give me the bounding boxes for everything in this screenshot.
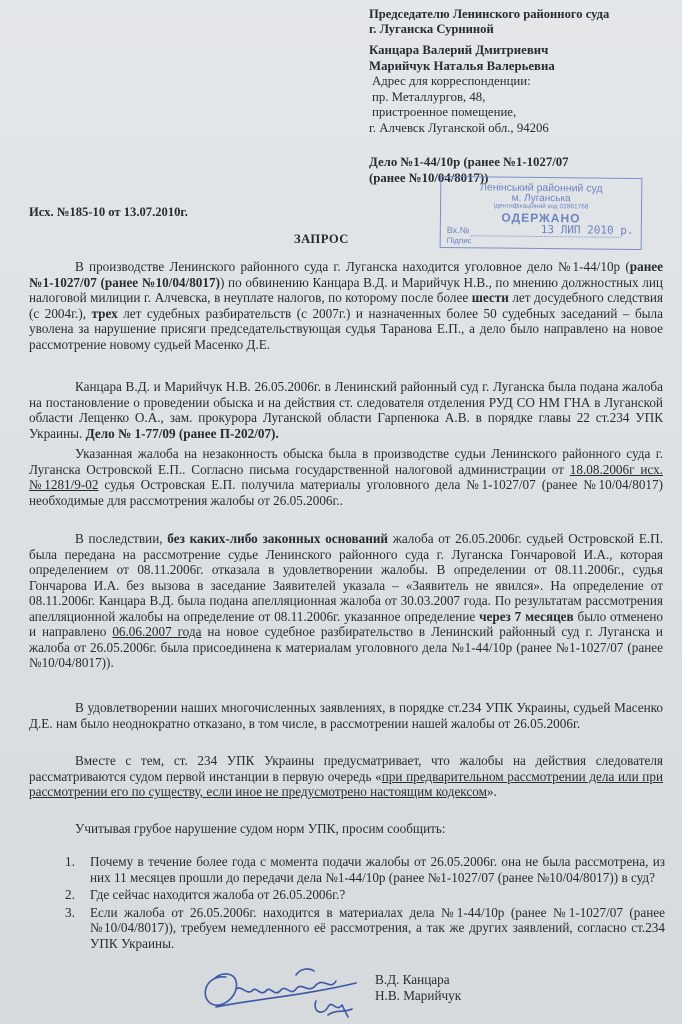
address-line-3: г. Алчевск Луганской обл., 94206 [369,120,549,135]
list-text: Почему в течение более года с момента подачи жалобы от 26.05.2006г. она не была рассмотрена, из них 11 месяцев прошли до передачи дела №1-44/10р (ранее №1-1027/07 (ранее №10/04/8017)) в суд? [90,854,665,885]
stamp-code: ідентифікаційний код 02861768 [493,202,589,211]
stamp-sign-label: Підпис [446,236,472,246]
signatories [375,972,575,1003]
paragraph-6: Вместе с тем, ст. 234 УПК Украины предусматривает, что жалобы на действия следователя рассматриваются судом первой инстанции в первую очередь «при предварительном рассмотрении дела или при рассмотрении его по существу, если иное не предусмотрено настоящим кодексом». [29,753,664,799]
sender-block [369,43,669,136]
outgoing-number: Исх. №185-10 от 13.07.2010г. [29,205,188,219]
list-item [65,854,665,885]
document-title: ЗАПРОС [294,232,349,246]
stamp-city: м. Луганська [511,192,571,205]
addressee [369,7,669,37]
case-line-1: Дело №1-44/10р (ранее №1-1027/07 [369,155,569,169]
signatory-1: В.Д. Канцара [375,972,450,987]
addressee-line-2: г. Луганска Сурниной [369,22,494,36]
court-received-stamp [440,176,643,250]
sender-name-2: Марийчук Наталья Валерьевна [369,58,555,73]
stamp-received: ОДЕРЖАНО [501,210,581,226]
paragraph-7: Учитывая грубое нарушение судом норм УПК, просим сообщить: [75,821,446,836]
case-line-2: (ранее №10/04/8017)) [369,171,489,185]
request-list [65,854,665,951]
addressee-line-1: Председателю Ленинского районного суда [369,7,610,21]
sender-name-1: Канцара Валерий Дмитриевич [369,43,549,57]
stamp-in-label: Вх.№ [446,225,470,236]
list-text: Где сейчас находится жалоба от 26.05.2006г.? [90,887,346,902]
paragraph-1: В производстве Ленинского районного суда г. Луганска находится уголовное дело №1-44/10р (ранее №1-1027/07 (ранее №10/04/8017)) по обвинению Канцара В.Д. и Марийчук Н.В., по мнению должностных лиц налоговой милиции г. Алчевска, в неуплате налогов, по которому после более шести лет досудебного следствия (с 2004г.), трех лет судебных разбирательств (с 2007г.) и назначенных более 50 судебных заседаний – была уволена за нарушение присяги председательствующая судья Таранова Е.П., а дело было направлено на новое рассмотрение новому судьей Масенко Д.Е. [29,259,663,352]
address-label: Адрес для корреспонденции: [372,74,531,88]
address-line-1: пр. Металлургов, 48, [372,89,486,104]
address-line-2: пристроенное помещение, [372,105,517,119]
list-text: Если жалоба от 26.05.2006г. находится в материалах дела №1-44/10р (ранее №1-1027/07 (ранее №10/04/8017)), требуем немедленного её рассмотрения, а так же других заявлений, согласно ст.234 УПК Украины. [90,904,665,951]
stamp-date: 13 ЛИП 2010 р. [540,222,634,237]
paragraph-4: В последствии, без каких-либо законных оснований жалоба от 26.05.2006г. судьей Островской Е.П. была передана на рассмотрение судье Ленинского районного суда г. Луганска Гончаровой И.А., которая определением от 08.11.2006г. отказала в удовлетворении жалобы. В определении от 08.11.2006г., судья Гончарова И.А. без вызова в заседание Заявителей указала – «Заявитель не явился». На определение от 08.11.2006г. Канцара В.Д. была подана апелляционная жалоба от 30.03.2007 года. По результатам рассмотрения апелляционной жалобы на определение от 08.11.2006г. указанное определение через 7 месяцев было отменено и направлено 06.06.2007 года на новое судебное разбирательство в Ленинский районный суд г. Луганска и жалоба от 26.05.2006г. была присоединена к материалам уголовного дела №1-44/10р (ранее №1-1027/07 (ранее №10/04/8017)). [29,531,663,670]
handwritten-signature [196,955,376,1023]
stamp-dotted-line [471,235,621,238]
list-number: 3. [65,904,75,920]
list-number: 2. [65,887,75,902]
list-number: 1. [65,854,75,869]
signatory-2: Н.В. Марийчук [375,987,462,1003]
stamp-court: Ленінський районний суд [479,181,603,195]
list-item [65,887,665,903]
list-item [65,905,665,952]
paragraph-5: В удовлетворении наших многочисленных заявлениях, в порядке ст.234 УПК Украины, судьей Масенко Д.Е. нам было неоднократно отказано, в том числе, в рассмотрении нашей жалобы от 26.05.2006г. [29,700,663,731]
paragraph-3: Указанная жалоба на незаконность обыска была в производстве судьи Ленинского районного суда г. Луганска Островской Е.П.. Согласно письма государственной налоговой администрации от 18.08.2006г исх.№1281/9-02 судья Островская Е.П. получила материалы уголовного дела №1-1027/07 (ранее №10/04/8017) необходимые для рассмотрения жалобы от 26.05.2006г.. [29,446,663,508]
paragraph-2: Канцара В.Д. и Марийчук Н.В. 26.05.2006г. в Ленинский районный суд г. Луганска была подана жалоба на постановление о проведении обыска и на действия ст. следователя отделения РУД СО НМ ГНА в Луганской области Лещенко О.А., зам. прокурора Луганской области Гарпенюка А.В. в порядке главы 22 ст.234 УПК Украины. Дело № 1-77/09 (ранее П-202/07). [29,379,663,441]
